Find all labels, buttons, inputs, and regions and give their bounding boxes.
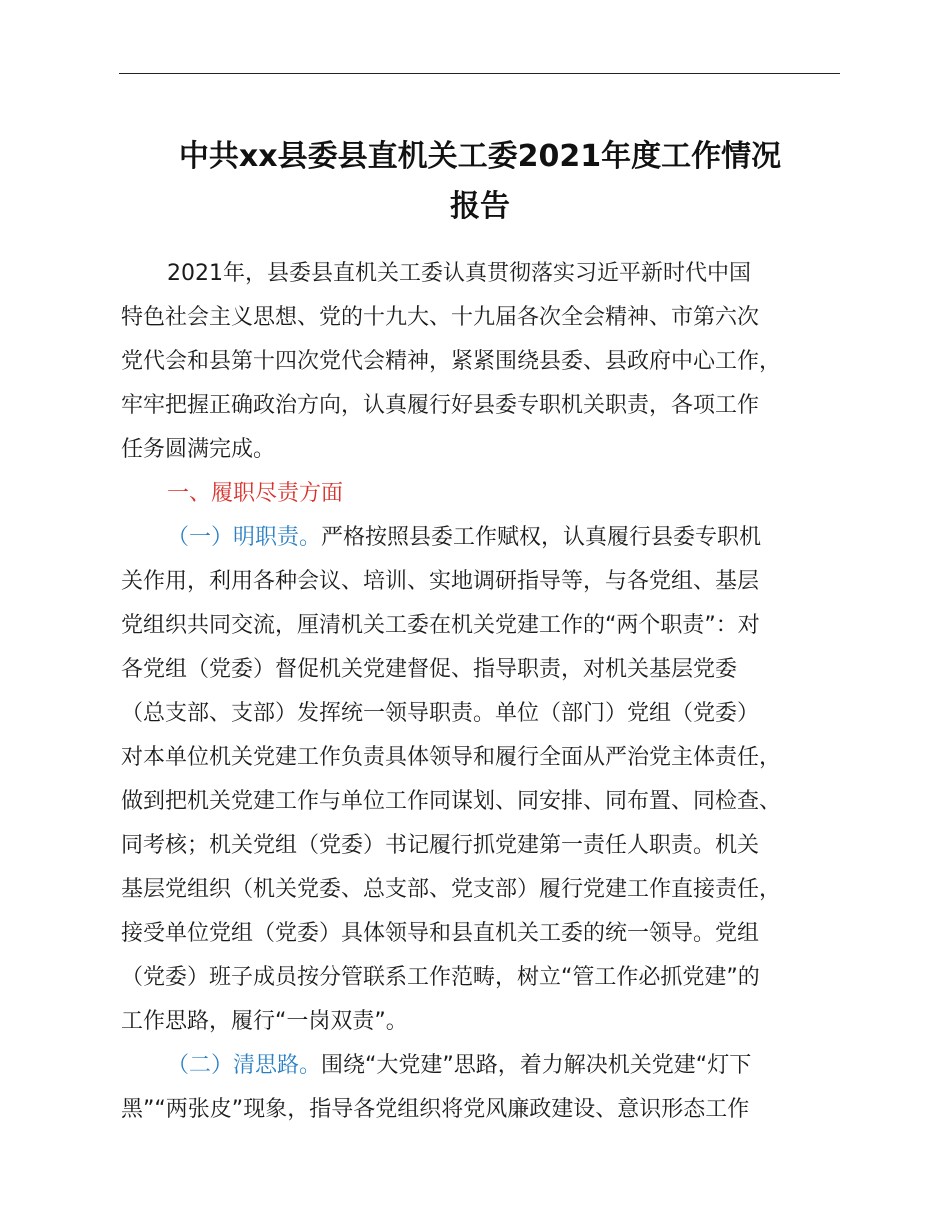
body-line: 做到把机关党建工作与单位工作同谋划、同安排、同布置、同检查、 [121,789,782,814]
body-line: 接受单位党组（党委）具体领导和县直机关工委的统一领导。党组 [121,921,760,946]
intro-line: 特色社会主义思想、党的十九大、十九届各次全会精神、市第六次 [121,305,760,330]
subsection-2-lead-text: 围绕“大党建”思路，着力解决机关党建“灯下 [321,1053,752,1078]
body-line: 各党组（党委）督促机关党建督促、指导职责，对机关基层党委 [121,657,738,682]
body-line: 黑”“两张皮”现象，指导各党组织将党风廉政建设、意识形态工作 [121,1097,750,1122]
body-line: 党组织共同交流，厘清机关工委在机关党建工作的“两个职责”：对 [121,613,760,638]
title-line-1: 中共xx县委县直机关工委2021年度工作情况 [178,139,782,174]
intro-line: 牢牢把握正确政治方向，认真履行好县委专职机关职责，各项工作 [121,393,760,418]
document-body [121,252,861,1132]
body-line: 基层党组织（机关党委、总支部、党支部）履行党建工作直接责任， [121,877,782,902]
body-line: （总支部、支部）发挥统一领导职责。单位（部门）党组（党委） [121,701,760,726]
subsection-2-first-line [121,1044,861,1088]
body-line: 关作用，利用各种会议、培训、实地调研指导等，与各党组、基层 [121,569,760,594]
subsection-1-label: （一）明职责。 [167,525,322,550]
body-line: 工作思路，履行“一岗双责”。 [121,1009,408,1034]
section-1-heading: 一、履职尽责方面 [167,481,344,506]
subsection-2-paragraph [121,1044,861,1132]
subsection-1-paragraph [121,516,861,1044]
intro-line: 2021年，县委县直机关工委认真贯彻落实习近平新时代中国 [167,261,751,286]
intro-line: 任务圆满完成。 [121,437,276,462]
intro-line: 党代会和县第十四次党代会精神，紧紧围绕县委、县政府中心工作， [121,349,782,374]
document-title [110,132,850,232]
intro-paragraph [121,252,861,472]
body-line: 对本单位机关党建工作负责具体领导和履行全面从严治党主体责任， [121,745,782,770]
subsection-2-label: （二）清思路。 [167,1053,322,1078]
subsection-1-first-line [121,516,861,560]
header-rule [119,73,840,74]
body-line: （党委）班子成员按分管联系工作范畴，树立“管工作必抓党建”的 [121,965,760,990]
body-line: 同考核；机关党组（党委）书记履行抓党建第一责任人职责。机关 [121,833,760,858]
title-line-2: 报告 [450,189,510,224]
section-heading [121,472,861,516]
subsection-1-lead-text: 严格按照县委工作赋权，认真履行县委专职机 [321,525,762,550]
